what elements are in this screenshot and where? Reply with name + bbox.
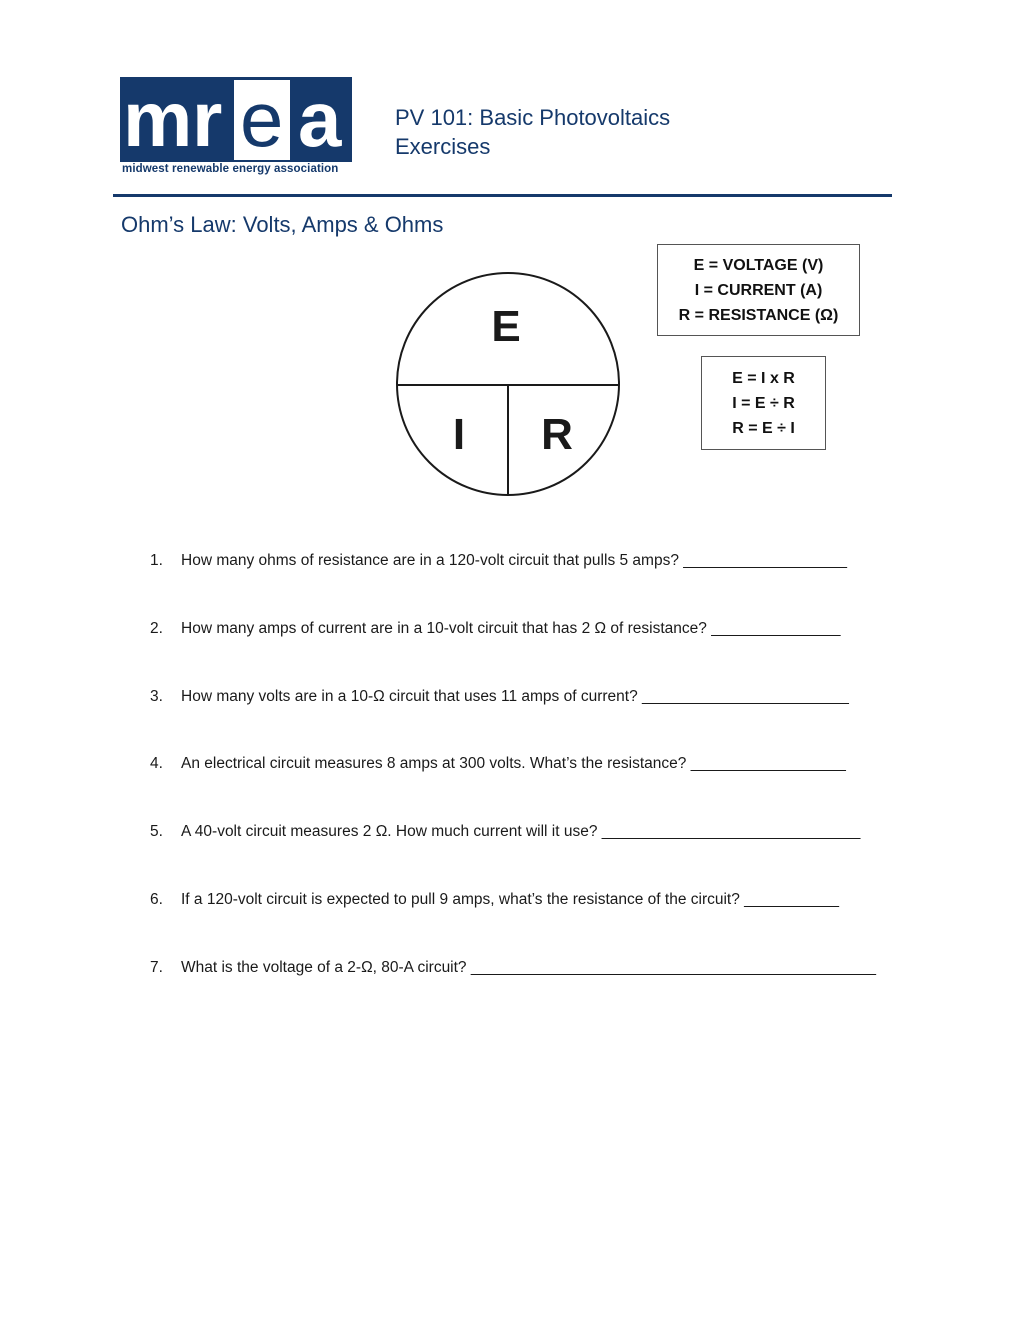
variable-legend-box <box>657 244 860 336</box>
section-title: Ohm’s Law: Volts, Amps & Ohms <box>121 212 444 237</box>
formula-voltage: E = I x R <box>732 369 795 387</box>
exercise-number: 3. <box>150 687 163 705</box>
exercise-text: If a 120-volt circuit is expected to pull 9 amps, what’s the resistance of the circuit? ___________ <box>181 890 839 908</box>
exercise-item-7 <box>150 955 910 1023</box>
exercise-number: 1. <box>150 552 163 569</box>
legend-voltage: E = VOLTAGE (V) <box>693 256 824 274</box>
exercise-text: How many ohms of resistance are in a 120-volt circuit that pulls 5 amps? ___________________ <box>181 552 848 569</box>
exercise-item-5 <box>150 819 910 887</box>
legend-current: I = CURRENT (A) <box>694 281 823 299</box>
logo-letter-a: a <box>298 77 342 162</box>
logo-letters <box>120 77 352 162</box>
exercise-item-4 <box>150 751 910 819</box>
exercise-item-1 <box>150 548 910 616</box>
exercise-item-2 <box>150 616 910 684</box>
exercise-text: A 40-volt circuit measures 2 Ω. How much current will it use? ______________________________ <box>181 823 861 841</box>
exercise-number: 5. <box>150 823 163 841</box>
exercise-number: 7. <box>150 958 163 976</box>
exercise-text: How many volts are in a 10-Ω circuit that uses 11 amps of current? ________________________ <box>181 687 849 705</box>
formula-resistance: R = E ÷ I <box>732 419 795 437</box>
formula-box <box>701 356 826 450</box>
logo-tagline: midwest renewable energy association <box>122 163 339 175</box>
page-title <box>395 103 670 161</box>
exercise-number: 6. <box>150 890 163 908</box>
exercise-list <box>150 548 910 1023</box>
logo-letter-m: m <box>123 77 193 162</box>
diagram-letter-i: I <box>452 410 466 459</box>
exercise-item-6 <box>150 887 910 955</box>
ohms-law-circle-diagram <box>395 265 623 505</box>
exercise-text: How many amps of current are in a 10-volt circuit that has 2 Ω of resistance? _______________ <box>181 619 841 637</box>
diagram-letter-e: E <box>491 302 521 351</box>
exercise-number: 2. <box>150 619 163 637</box>
exercise-text: An electrical circuit measures 8 amps at 300 volts. What’s the resistance? __________________ <box>181 755 846 773</box>
page-title-line-2: Exercises <box>395 134 491 159</box>
legend-resistance: R = RESISTANCE (Ω) <box>678 306 839 324</box>
formula-current: I = E ÷ R <box>732 394 795 412</box>
diagram-letter-r: R <box>541 410 573 459</box>
exercise-text: What is the voltage of a 2-Ω, 80-A circuit? _______________________________________________ <box>181 958 877 976</box>
exercise-number: 4. <box>150 755 163 773</box>
exercise-item-3 <box>150 684 910 752</box>
page-title-line-1: PV 101: Basic Photovoltaics <box>395 105 671 130</box>
header-divider <box>113 194 892 197</box>
mrea-logo <box>120 77 352 178</box>
logo-letter-e: e <box>240 77 284 162</box>
logo-letter-r: r <box>192 77 223 162</box>
